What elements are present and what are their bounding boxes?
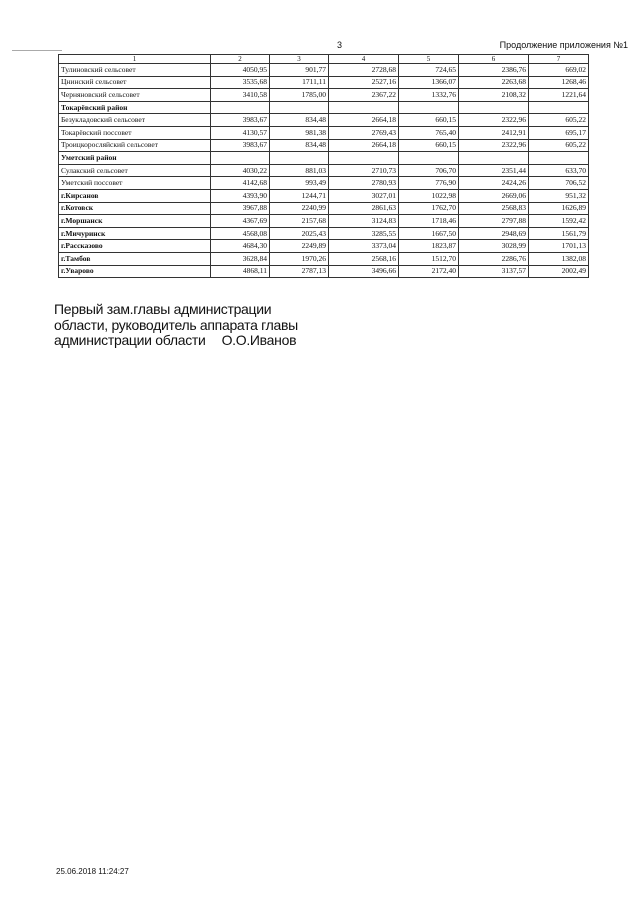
row-name: г.Тамбов — [59, 252, 211, 265]
cell-value: 2424,26 — [459, 177, 529, 190]
cell-value: 724,65 — [399, 64, 459, 77]
cell-value: 834,48 — [270, 139, 329, 152]
cell-value — [529, 101, 589, 114]
cell-value: 3967,88 — [211, 202, 270, 215]
table-row — [59, 265, 589, 278]
cell-value: 3535,68 — [211, 76, 270, 89]
table-row — [59, 240, 589, 253]
table-row — [59, 101, 589, 114]
cell-value: 776,90 — [399, 177, 459, 190]
cell-value: 2157,68 — [270, 215, 329, 228]
cell-value: 669,02 — [529, 64, 589, 77]
row-name: г.Котовск — [59, 202, 211, 215]
cell-value: 2861,63 — [329, 202, 399, 215]
row-name: г.Рассказово — [59, 240, 211, 253]
cell-value: 834,48 — [270, 114, 329, 127]
cell-value: 4030,22 — [211, 164, 270, 177]
cell-value — [399, 152, 459, 165]
cell-value: 4684,30 — [211, 240, 270, 253]
col-header: 2 — [211, 55, 270, 64]
table-row — [59, 215, 589, 228]
col-header: 6 — [459, 55, 529, 64]
table-row — [59, 227, 589, 240]
cell-value: 2728,68 — [329, 64, 399, 77]
signature-position: администрации области — [54, 332, 206, 348]
row-name: Уметский район — [59, 152, 211, 165]
cell-value: 1762,70 — [399, 202, 459, 215]
cell-value: 1592,42 — [529, 215, 589, 228]
cell-value: 2769,43 — [329, 126, 399, 139]
signatory-name: О.О.Иванов — [221, 332, 297, 348]
table-row — [59, 114, 589, 127]
col-header: 1 — [59, 55, 211, 64]
row-name: г.Кирсанов — [59, 189, 211, 202]
cell-value: 4868,11 — [211, 265, 270, 278]
row-name: г.Уварово — [59, 265, 211, 278]
cell-value: 2002,49 — [529, 265, 589, 278]
cell-value — [211, 152, 270, 165]
cell-value: 3410,58 — [211, 89, 270, 102]
table-body — [59, 55, 589, 278]
row-name: Цнинский сельсовет — [59, 76, 211, 89]
cell-value — [270, 152, 329, 165]
cell-value: 1366,07 — [399, 76, 459, 89]
cell-value: 3137,57 — [459, 265, 529, 278]
cell-value: 901,77 — [270, 64, 329, 77]
tariff-table — [58, 54, 589, 278]
cell-value: 2797,88 — [459, 215, 529, 228]
cell-value: 1382,08 — [529, 252, 589, 265]
cell-value: 2664,18 — [329, 114, 399, 127]
row-name: Токарёвский поссовет — [59, 126, 211, 139]
continuation-label: Продолжение приложения №1 — [499, 40, 628, 50]
cell-value: 2351,44 — [459, 164, 529, 177]
cell-value: 660,15 — [399, 114, 459, 127]
table-row — [59, 126, 589, 139]
table-row — [59, 177, 589, 190]
print-timestamp: 25.06.2018 11:24:27 — [56, 867, 129, 876]
row-name: г.Мичуринск — [59, 227, 211, 240]
row-name: Троицкоросляйский сельсовет — [59, 139, 211, 152]
signature-line-3 — [54, 333, 298, 349]
table-row — [59, 64, 589, 77]
column-number-row — [59, 55, 589, 64]
cell-value — [459, 101, 529, 114]
row-name: Черняновский сельсовет — [59, 89, 211, 102]
cell-value: 951,32 — [529, 189, 589, 202]
col-header: 5 — [399, 55, 459, 64]
cell-value: 4142,68 — [211, 177, 270, 190]
cell-value: 1718,46 — [399, 215, 459, 228]
cell-value: 1268,46 — [529, 76, 589, 89]
col-header: 3 — [270, 55, 329, 64]
table-row — [59, 164, 589, 177]
table-row — [59, 189, 589, 202]
cell-value: 1785,00 — [270, 89, 329, 102]
cell-value: 993,49 — [270, 177, 329, 190]
cell-value: 3285,55 — [329, 227, 399, 240]
cell-value: 1332,76 — [399, 89, 459, 102]
col-header: 4 — [329, 55, 399, 64]
cell-value: 3983,67 — [211, 139, 270, 152]
cell-value: 2172,40 — [399, 265, 459, 278]
table-row — [59, 139, 589, 152]
cell-value: 2664,18 — [329, 139, 399, 152]
cell-value: 2386,76 — [459, 64, 529, 77]
cell-value: 2568,83 — [459, 202, 529, 215]
cell-value: 2669,06 — [459, 189, 529, 202]
cell-value: 1823,87 — [399, 240, 459, 253]
cell-value: 605,22 — [529, 114, 589, 127]
cell-value: 1701,13 — [529, 240, 589, 253]
cell-value: 2322,96 — [459, 114, 529, 127]
cell-value: 2568,16 — [329, 252, 399, 265]
cell-value: 2108,32 — [459, 89, 529, 102]
row-name: Токарёвский район — [59, 101, 211, 114]
cell-value: 3373,04 — [329, 240, 399, 253]
cell-value: 1022,98 — [399, 189, 459, 202]
cell-value: 1512,70 — [399, 252, 459, 265]
cell-value: 2948,69 — [459, 227, 529, 240]
cell-value: 2780,93 — [329, 177, 399, 190]
cell-value: 765,40 — [399, 126, 459, 139]
cell-value: 2240,99 — [270, 202, 329, 215]
cell-value: 2527,16 — [329, 76, 399, 89]
row-name: Тулиновский сельсовет — [59, 64, 211, 77]
cell-value: 2787,13 — [270, 265, 329, 278]
col-header: 7 — [529, 55, 589, 64]
cell-value: 1970,26 — [270, 252, 329, 265]
row-name: г.Моршанск — [59, 215, 211, 228]
cell-value — [329, 152, 399, 165]
cell-value: 981,38 — [270, 126, 329, 139]
cell-value: 706,70 — [399, 164, 459, 177]
cell-value: 1711,11 — [270, 76, 329, 89]
cell-value: 2286,76 — [459, 252, 529, 265]
cell-value: 1667,50 — [399, 227, 459, 240]
signature-line-2: области, руководитель аппарата главы — [54, 316, 298, 333]
cell-value: 1561,79 — [529, 227, 589, 240]
cell-value: 3028,99 — [459, 240, 529, 253]
cell-value: 4568,08 — [211, 227, 270, 240]
signature-block — [54, 302, 298, 349]
cell-value — [329, 101, 399, 114]
row-name: Безукладовский сельсовет — [59, 114, 211, 127]
cell-value: 4050,95 — [211, 64, 270, 77]
cell-value: 3027,01 — [329, 189, 399, 202]
cell-value: 2249,89 — [270, 240, 329, 253]
cell-value — [270, 101, 329, 114]
signature-line-1: Первый зам.главы администрации — [54, 301, 272, 317]
table-row — [59, 252, 589, 265]
row-name: Уметский поссовет — [59, 177, 211, 190]
cell-value: 706,52 — [529, 177, 589, 190]
cell-value: 4393,90 — [211, 189, 270, 202]
cell-value: 3628,84 — [211, 252, 270, 265]
page-number: 3 — [337, 40, 343, 50]
table-row — [59, 89, 589, 102]
cell-value: 3124,83 — [329, 215, 399, 228]
table-row — [59, 76, 589, 89]
cell-value: 1626,89 — [529, 202, 589, 215]
cell-value: 1221,64 — [529, 89, 589, 102]
cell-value: 4367,69 — [211, 215, 270, 228]
top-rule — [12, 50, 62, 51]
cell-value — [399, 101, 459, 114]
cell-value: 3496,66 — [329, 265, 399, 278]
cell-value: 605,22 — [529, 139, 589, 152]
cell-value: 2263,68 — [459, 76, 529, 89]
cell-value: 4130,57 — [211, 126, 270, 139]
table-row — [59, 152, 589, 165]
cell-value: 695,17 — [529, 126, 589, 139]
row-name: Сулакский сельсовет — [59, 164, 211, 177]
cell-value — [211, 101, 270, 114]
cell-value: 2025,43 — [270, 227, 329, 240]
cell-value: 2322,96 — [459, 139, 529, 152]
table-row — [59, 202, 589, 215]
cell-value: 881,03 — [270, 164, 329, 177]
cell-value: 633,70 — [529, 164, 589, 177]
cell-value — [529, 152, 589, 165]
cell-value — [459, 152, 529, 165]
cell-value: 2710,73 — [329, 164, 399, 177]
cell-value: 2412,91 — [459, 126, 529, 139]
cell-value: 660,15 — [399, 139, 459, 152]
cell-value: 3983,67 — [211, 114, 270, 127]
cell-value: 1244,71 — [270, 189, 329, 202]
cell-value: 2367,22 — [329, 89, 399, 102]
